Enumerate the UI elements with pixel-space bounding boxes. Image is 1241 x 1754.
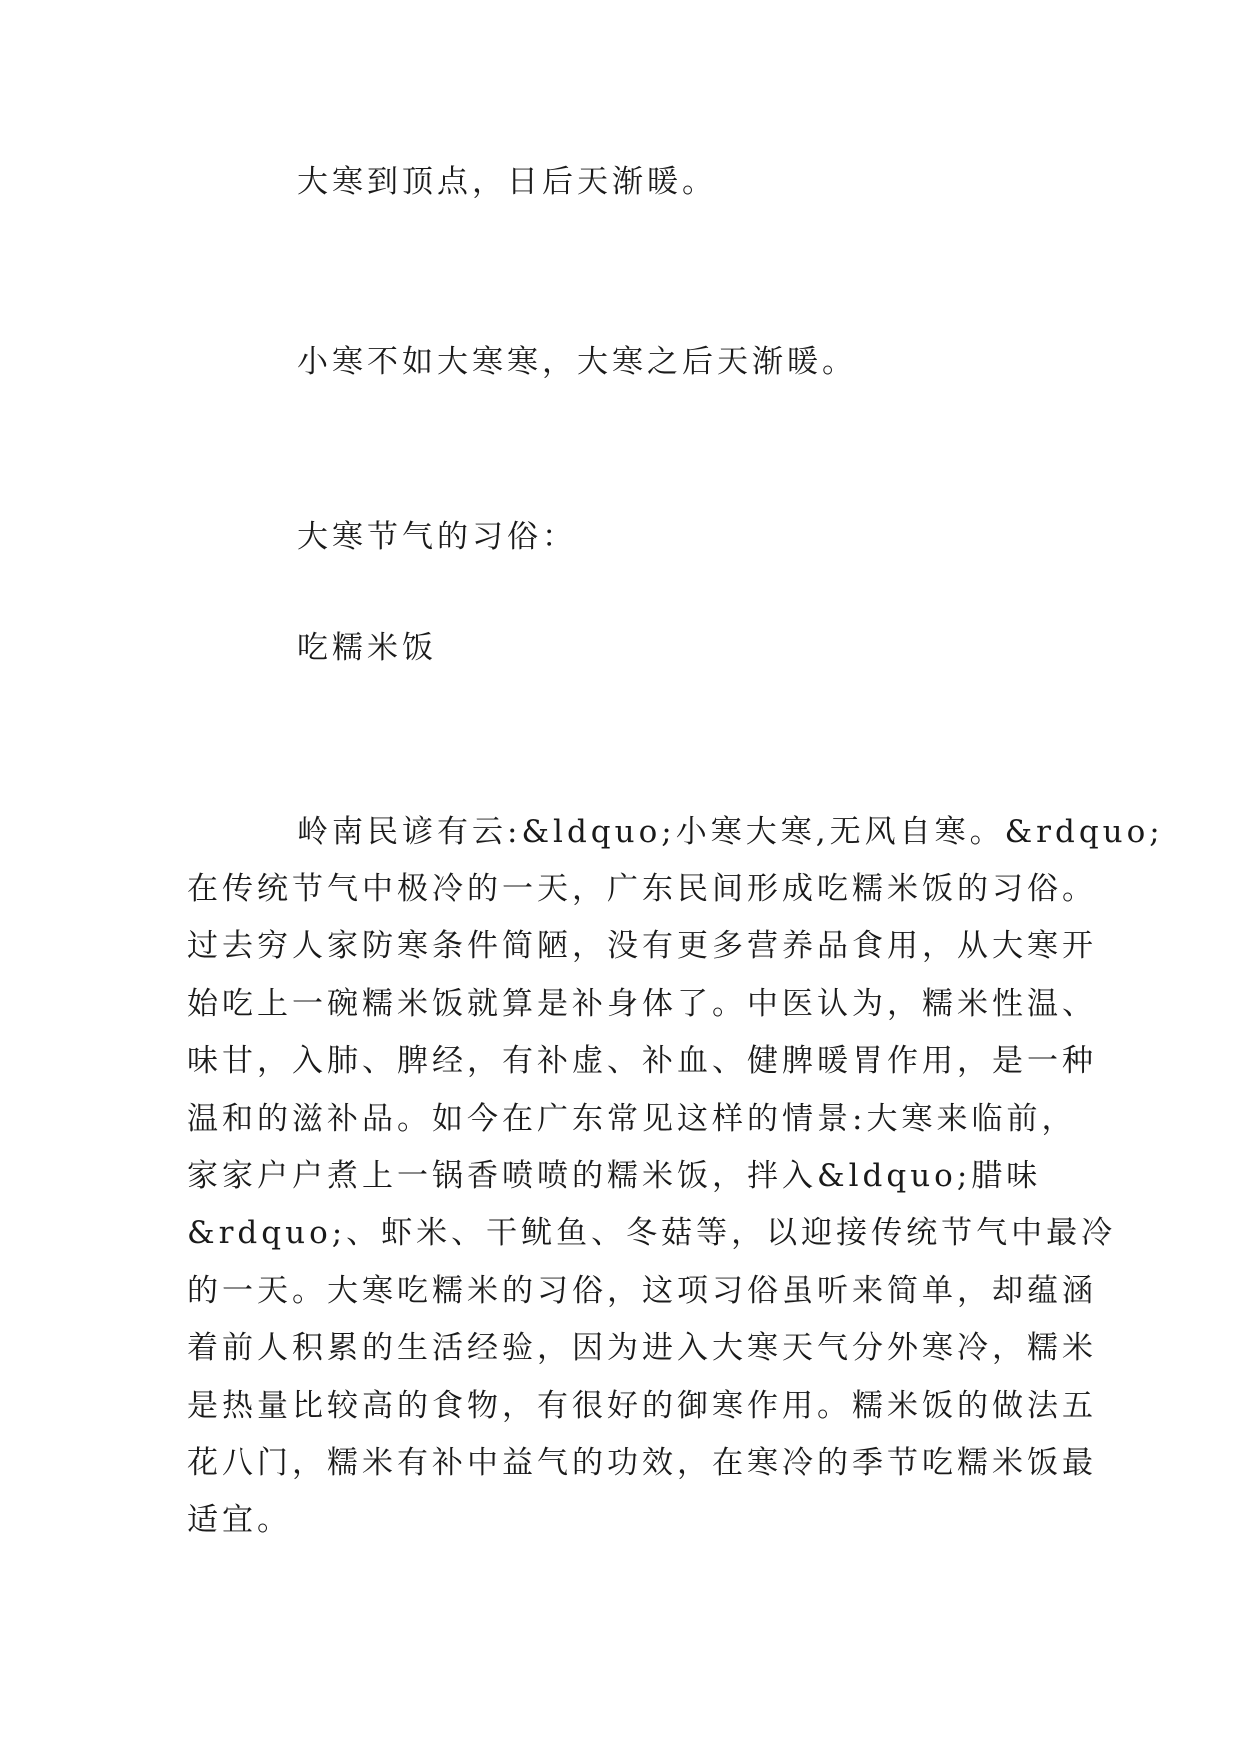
body-line-13: 适宜。 — [187, 1502, 292, 1538]
body-line-12: 花八门，糯米有补中益气的功效，在寒冷的季节吃糯米饭最 — [187, 1445, 1097, 1481]
body-line-11: 是热量比较高的食物，有很好的御寒作用。糯米饭的做法五 — [187, 1388, 1097, 1424]
body-line-1: 岭南民谚有云:&ldquo;小寒大寒,无风自寒。&rdquo; — [297, 814, 1164, 850]
body-line-5: 味甘，入肺、脾经，有补虚、补血、健脾暖胃作用，是一种 — [187, 1043, 1097, 1079]
section-heading: 大寒节气的习俗： — [297, 519, 577, 555]
body-line-4: 始吃上一碗糯米饭就算是补身体了。中医认为，糯米性温、 — [187, 986, 1097, 1022]
body-line-8: &rdquo;、虾米、干鱿鱼、冬菇等，以迎接传统节气中最冷 — [187, 1215, 1117, 1251]
paragraph-saying-1: 大寒到顶点，日后天渐暖。 — [297, 164, 717, 200]
body-line-6: 温和的滋补品。如今在广东常见这样的情景:大寒来临前， — [187, 1101, 1077, 1137]
paragraph-saying-2: 小寒不如大寒寒，大寒之后天渐暖。 — [297, 344, 857, 380]
body-line-10: 着前人积累的生活经验，因为进入大寒天气分外寒冷，糯米 — [187, 1330, 1097, 1366]
subsection-heading: 吃糯米饭 — [297, 630, 437, 666]
body-line-9: 的一天。大寒吃糯米的习俗，这项习俗虽听来简单，却蕴涵 — [187, 1273, 1097, 1309]
body-line-7: 家家户户煮上一锅香喷喷的糯米饭，拌入&ldquo;腊味 — [187, 1158, 1042, 1194]
body-line-3: 过去穷人家防寒条件简陋，没有更多营养品食用，从大寒开 — [187, 928, 1097, 964]
body-line-2: 在传统节气中极冷的一天，广东民间形成吃糯米饭的习俗。 — [187, 871, 1097, 907]
